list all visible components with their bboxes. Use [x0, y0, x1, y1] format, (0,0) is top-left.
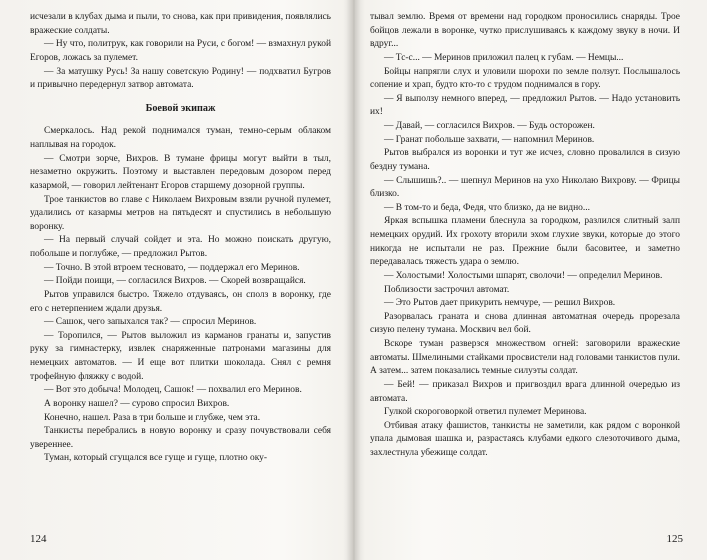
paragraph: — Гранат побольше захвати, — напомнил Меринов.	[384, 134, 595, 145]
right-page	[354, 0, 707, 560]
paragraph: исчезали в клубах дыма и пыли, то снова, как при привидения, появлялись вражеские солдаты.	[30, 12, 331, 36]
paragraph: — В том-то и беда, Федя, что близко, да не видно...	[384, 202, 590, 213]
paragraph: — Бей! — приказал Вихров и пригвоздил врага длинной очередью из автомата.	[370, 379, 680, 404]
page-number: 124	[30, 533, 47, 545]
paragraph: — Точно. В этой втроем тесновато, — поддержал его Меринов.	[44, 262, 300, 273]
paragraph: — Вот это добыча! Молодец, Сашок! — похвалил его Меринов.	[44, 385, 302, 396]
paragraph: — Это Рытов дает прикурить немчуре, — решил Вихров.	[384, 298, 616, 309]
chapter-heading: Боевой экипаж	[145, 102, 216, 114]
paragraph: — Давай, — согласился Вихров. — Будь осторожен.	[384, 121, 595, 131]
paragraph: Гулкой скороговоркой ответил пулемет Меринова.	[384, 407, 587, 418]
paragraph: Конечно, нашел. Раза в три больше и глубже, чем эта.	[44, 412, 261, 423]
paragraph: Трое танкистов во главе с Николаем Вихровым взяли ручной пулемет, удалились от казармы метров на пятьдесят и спустились в небольшую воронку.	[30, 194, 331, 232]
paragraph: — Холостыми! Холостыми шпарят, сволочи! — определил Меринов.	[384, 270, 663, 281]
paragraph: Рытов выбрался из воронки и тут же исчез, словно провалился в сизую бездну тумана.	[370, 148, 680, 172]
paragraph: Смеркалось. Над рекой поднимался туман, темно-серым облаком наплывая на городок.	[30, 126, 331, 150]
paragraph: — Сашок, чего запыхался так? — спросил Меринов.	[44, 317, 257, 328]
paragraph: Поблизости застрочил автомат.	[384, 284, 510, 295]
paragraph: — Смотри зорче, Вихров. В тумане фрицы могут выйти в тыл, незаметно окружить. Поэтому и выставлен передовым дозором перед казармой, — говорил лейтенант Егоров старшему дозорной группы.	[30, 153, 331, 191]
paragraph: Разорвалась граната и снова длинная автоматная очередь прорезала сизую пелену тумана. Москвич вел бой.	[370, 311, 680, 336]
paragraph: А воронку нашел? — сурово спросил Вихров.	[44, 398, 230, 409]
paragraph: Рытов управился быстро. Тяжело отдуваясь, он сполз в воронку, где его с нетерпением ждали друзья.	[30, 289, 331, 314]
paragraph: Танкисты перебрались в новую воронку и сразу почувствовали себя увереннее.	[30, 426, 331, 450]
paragraph: Яркая вспышка пламени блеснула за городком, разлился слитный залп немецких орудий. Их грохоту вторили эхом глухие звуки, которые до этого никогда не испытали не раз. Прежние были басовитее, и заметно передавалась тяжесть удара о землю.	[370, 216, 680, 268]
left-page	[0, 0, 352, 560]
paragraph: Отбивая атаку фашистов, танкисты не заметили, как рядом с воронкой упала дымовая шашка и, разрастаясь клубами едкого слезоточивого дыма, захлестнула убежище солдат.	[370, 420, 680, 458]
paragraph: тывал землю. Время от времени над городком проносились снаряды. Трое бойцов лежали в воронке, чутко прислушиваясь к каждому звуку в ночи. И вдруг...	[370, 12, 680, 50]
paragraph: Бойцы напрягли слух и уловили шорохи по земле ползут. Послышалось сопение и храп, будто кто-то с трудом поднимался в гору.	[370, 66, 680, 91]
paragraph: — Пойди поищи, — согласился Вихров. — Скорей возвращайся.	[44, 276, 306, 287]
paragraph: — За матушку Русь! За нашу советскую Родину! — подхватил Бугров и привычно передернул затвор автомата.	[30, 66, 331, 91]
paragraph: — Я выползу немного вперед, — предложил Рытов. — Надо установить их!	[370, 93, 680, 118]
paragraph: — Тс-с... — Меринов приложил палец к губам. — Немцы...	[384, 52, 624, 63]
paragraph: — Торопился, — Рытов выложил из карманов гранаты и, запустив руку за гимнастерку, извлек снаряженные патронами магазины для немецких автоматов. — И еще вот плитки шоколада. Снял с ремня трофейную фляжку с водой.	[30, 330, 331, 382]
page-number: 125	[666, 533, 683, 545]
left-text-column	[30, 11, 331, 466]
paragraph: Туман, который сгущался все гуще и гуще, плотно оку-	[44, 453, 268, 464]
paragraph: Вскоре туман разверзся множеством огней: заговорили вражеские автоматы. Шмелиными стайками просвистели над головами танкистов пули. А затем... затем показались темные силуэты солдат.	[370, 339, 680, 377]
paragraph: — Ну что, политрук, как говорили на Руси, с богом! — взмахнул рукой Егоров, ложась за пулемет.	[30, 39, 331, 63]
paragraph: — На первый случай сойдет и эта. Но можно поискать другую, побольше и поглубже, — предложил Рытов.	[30, 235, 331, 259]
paragraph: — Слышишь?.. — шепнул Меринов на ухо Николаю Вихрову. — Фрицы близко.	[370, 175, 680, 200]
right-text-column	[370, 11, 680, 461]
